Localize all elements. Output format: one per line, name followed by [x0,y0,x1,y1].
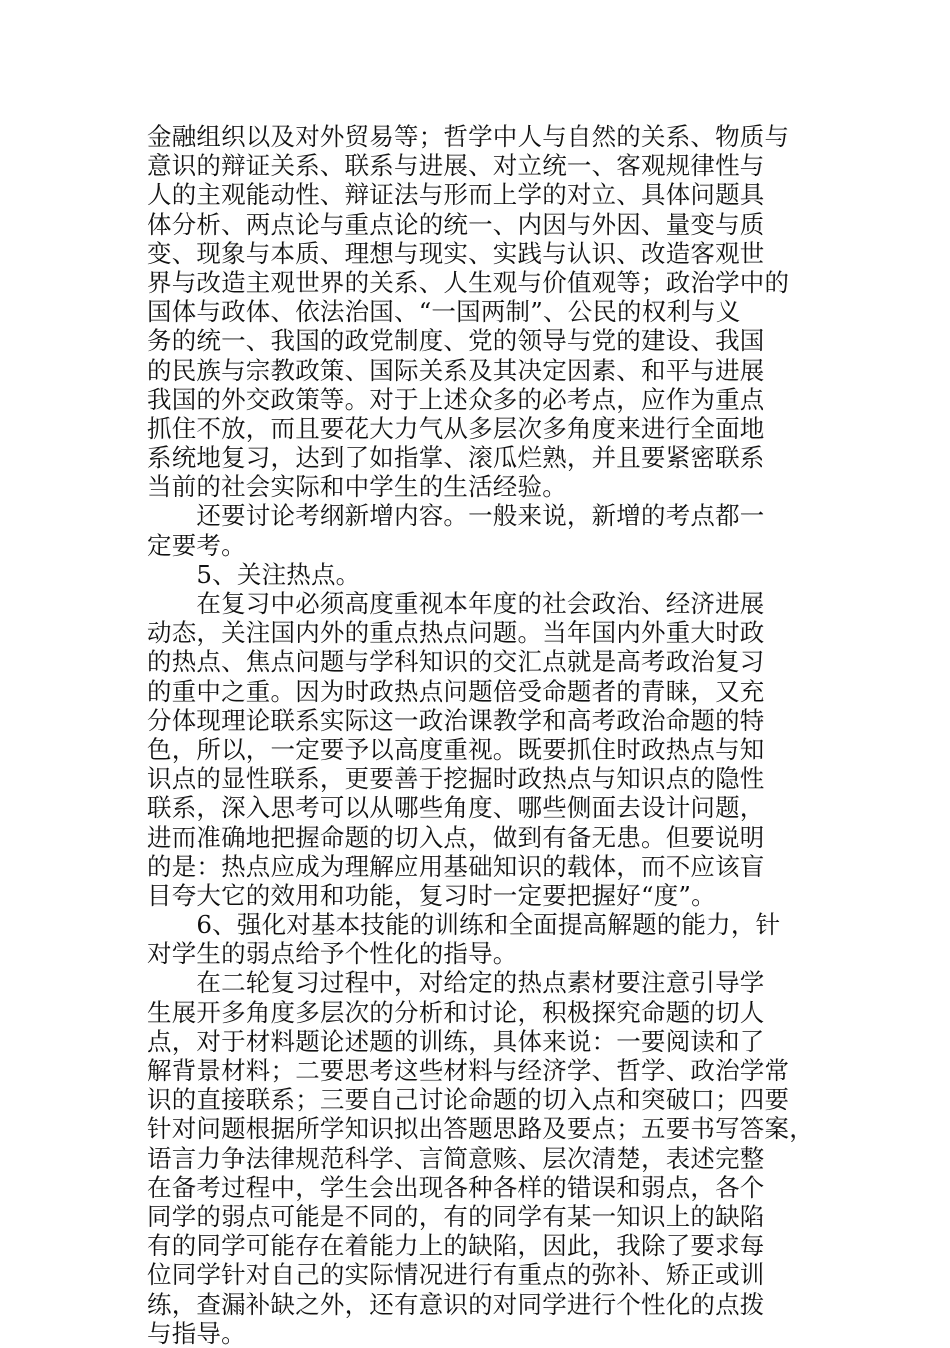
text-line: 同学的弱点可能是不同的，有的同学有某一知识上的缺陷 [147,1201,765,1231]
text-line: 色，所以，一定要予以高度重视。既要抓住时政热点与知 [147,734,765,764]
text-line: 识的直接联系；三要自己讨论命题的切入点和突破口；四要 [147,1085,790,1115]
text-line: 在备考过程中，学生会出现各种各样的错误和弱点，各个 [147,1172,765,1202]
text-line: 与指导。 [147,1318,246,1348]
text-line: 动态，关注国内外的重点热点问题。当年国内外重大时政 [147,618,765,648]
text-line: 当前的社会实际和中学生的生活经验。 [147,472,567,502]
text-line: 的民族与宗教政策、国际关系及其决定因素、和平与进展 [147,355,765,385]
text-line: 金融组织以及对外贸易等；哲学中人与自然的关系、物质与 [147,122,790,151]
text-line: 界与改造主观世界的关系、人生观与价值观等；政治学中的 [147,267,790,297]
text-line: 的是：热点应成为理解应用基础知识的载体，而不应该盲 [147,851,765,881]
text-line: 目夸大它的效用和功能，复习时一定要把握好“度”。 [147,880,716,910]
text-line: 点，对于材料题论述题的训练，具体来说：一要阅读和了 [147,1026,765,1056]
text-line: 人的主观能动性、辩证法与形而上学的对立、具体问题具 [147,180,765,210]
text-line: 练，查漏补缺之外，还有意识的对同学进行个性化的点拨 [147,1289,765,1319]
text-line: 变、现象与本质、理想与现实、实践与认识、改造客观世 [147,238,765,268]
text-line: 语言力争法律规范科学、言简意赅、层次清楚，表述完整 [147,1143,765,1173]
text-line: 在二轮复习过程中，对给定的热点素材要注意引导学 [147,968,765,998]
text-line: 解背景材料；二要思考这些材料与经济学、哲学、政治学常 [147,1056,790,1085]
text-line: 抓住不放，而且要花大力气从多层次多角度来进行全面地 [147,413,765,443]
text-line: 5、关注热点。 [147,559,361,589]
body-text [147,122,814,1348]
text-line: 位同学针对自己的实际情况进行有重点的弥补、矫正或训 [147,1260,765,1290]
text-line: 定要考。 [147,530,246,560]
text-line: 的重中之重。因为时政热点问题倍受命题者的青睐，又充 [147,676,765,706]
text-line: 进而准确地把握命题的切入点，做到有备无患。但要说明 [147,822,765,852]
text-line: 识点的显性联系，更要善于挖掘时政热点与知识点的隐性 [147,764,765,794]
text-line: 务的统一、我国的政党制度、党的领导与党的建设、我国 [147,326,765,356]
text-line: 我国的外交政策等。对于上述众多的必考点，应作为重点 [147,384,765,414]
text-line: 的热点、焦点问题与学科知识的交汇点就是高考政治复习 [147,647,765,677]
text-line: 体分析、两点论与重点论的统一、内因与外因、量变与质 [147,209,765,239]
text-line: 分体现理论联系实际这一政治课教学和高考政治命题的特 [147,705,765,735]
text-line: 针对问题根据所学知识拟出答题思路及要点；五要书写答案， [147,1114,814,1144]
text-line: 联系，深入思考可以从哪些角度、哪些侧面去设计问题， [147,793,765,823]
text-line: 国体与政体、依法治国、“一国两制”、公民的权利与义 [147,297,741,327]
text-line: 有的同学可能存在着能力上的缺陷，因此，我除了要求每 [147,1231,765,1261]
text-line: 对学生的弱点给予个性化的指导。 [147,939,518,969]
text-line: 在复习中必须高度重视本年度的社会政治、经济进展 [147,589,765,618]
text-line: 生展开多角度多层次的分析和讨论，积极探究命题的切人 [147,997,765,1027]
text-line: 6、强化对基本技能的训练和全面提高解题的能力，针 [147,910,781,940]
text-line: 还要讨论考纲新增内容。一般来说，新增的考点都一 [147,501,765,531]
text-line: 意识的辩证关系、联系与进展、对立统一、客观规律性与 [147,151,765,181]
text-line: 系统地复习，达到了如指掌、滚瓜烂熟，并且要紧密联系 [147,443,765,473]
